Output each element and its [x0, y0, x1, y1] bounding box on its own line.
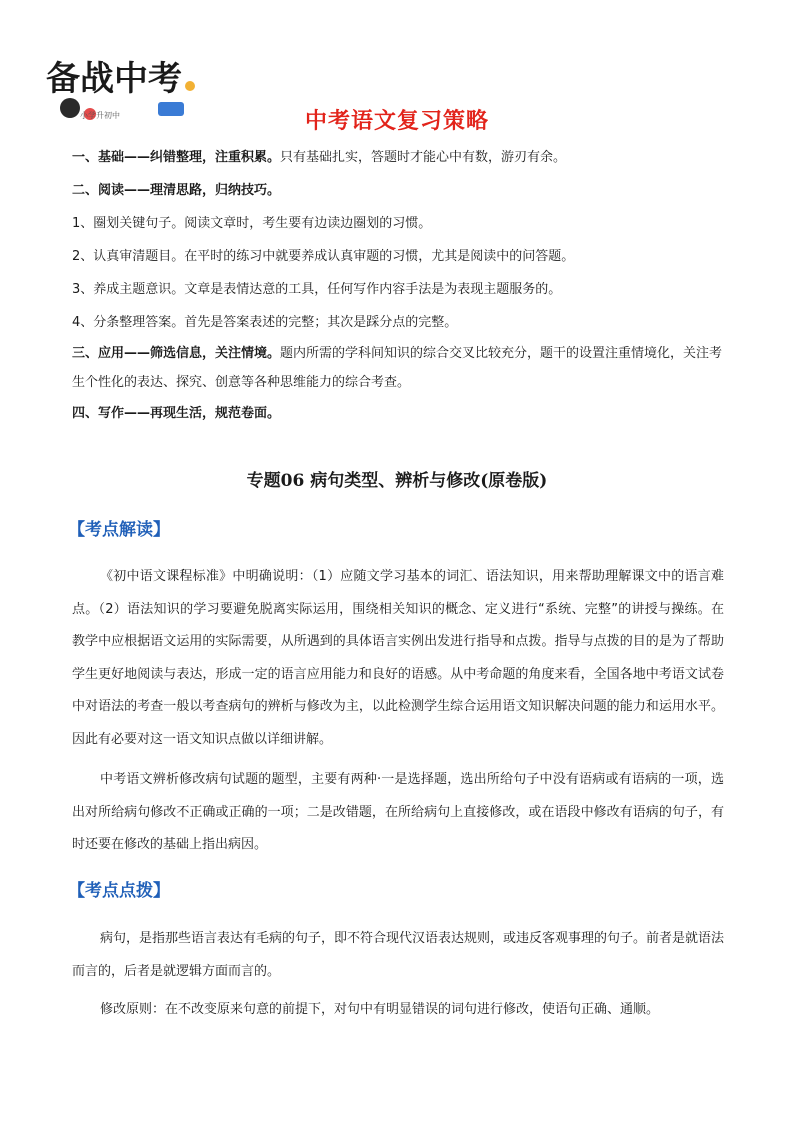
tips-paragraph-2: 修改原则：在不改变原来句意的前提下，对句中有明显错误的词句进行修改，使语句正确、通顺。 — [100, 1002, 660, 1017]
strategy-item-application-heading: 三、应用——筛选信息，关注情境。 — [72, 346, 281, 361]
section-heading-tips: 【考点点拨】 — [68, 881, 170, 901]
strategy-item-basics-heading: 一、基础——纠错整理，注重积累。 — [72, 150, 281, 165]
reading-tip-3: 3、养成主题意识。文章是表情达意的工具，任何写作内容手法是为表现主题服务的。 — [72, 282, 562, 297]
strategy-item-writing — [72, 397, 732, 430]
strategy-item-application — [72, 339, 732, 397]
reading-tip-2: 2、认真审清题目。在平时的练习中就要养成认真审题的习惯，尤其是阅读中的问答题。 — [72, 249, 575, 264]
strategy-item-reading-heading: 二、阅读——理清思路，归纳技巧。 — [72, 183, 281, 198]
strategy-item-application-text: 题内所需的学科间知识的综合交叉比较充分，题干的设置注重情境化，关注考生个性化的表达、探究、创意等各种思维能力的综合考查。 — [72, 346, 723, 390]
reading-tip-4: 4、分条整理答案。首先是答案表述的完整；其次是踩分点的完整。 — [72, 315, 458, 330]
logo-subtext: 小学升初中 — [80, 111, 120, 120]
interpretation-paragraph-1: 《初中语文课程标准》中明确说明：（1）应随文学习基本的词汇、语法知识，用来帮助理解课文中的语言难点。（2）语法知识的学习要避免脱离实际运用，围绕相关知识的概念、定义进行“系统、完整”的讲授与操练。在教学中应根据语文运用的实际需要，从所遇到的具体语言实例出发进行指导和点拨。指导与点拨的目的是为了帮助学生更好地阅读与表达，形成一定的语言应用能力和良好的语感。从中考命题的角度来看，全国各地中考语文试卷中对语法的考查一般以考查病句的辨析与修改为主，以此检测学生综合运用语文知识解决问题的能力和运用水平。因此有必要对这一语文知识点做以详细讲解。 — [72, 569, 724, 747]
strategy-item-basics-text: 只有基础扎实，答题时才能心中有数，游刃有余。 — [280, 150, 567, 165]
logo-text: 备战中考 — [46, 59, 182, 99]
strategy-item-writing-heading: 四、写作——再现生活，规范卷面。 — [72, 406, 281, 421]
interpretation-paragraph-2: 中考语文辨析修改病句试题的题型，主要有两种·一是选择题，选出所给句子中没有语病或有语病的一项，选出对所给病句修改不正确或正确的一项；二是改错题，在所给病句上直接修改，或在语段中修改有语病的句子，有时还要在修改的基础上指出病因。 — [72, 772, 724, 852]
reading-tip-1: 1、圈划关键句子。阅读文章时，考生要有边读边圈划的习惯。 — [72, 216, 432, 231]
tips-paragraph-1: 病句，是指那些语言表达有毛病的句子，即不符合现代汉语表达规则，或违反客观事理的句子。前者是就语法而言的，后者是就逻辑方面而言的。 — [72, 931, 725, 979]
strategy-item-reading — [72, 174, 732, 207]
main-title: 中考语文复习策略 — [304, 109, 489, 134]
strategy-list — [72, 141, 732, 430]
strategy-item-basics — [72, 141, 732, 174]
section-heading-interpretation: 【考点解读】 — [68, 520, 170, 540]
subject-title: 专题06 病句类型、辨析与修改(原卷版) — [246, 471, 548, 491]
